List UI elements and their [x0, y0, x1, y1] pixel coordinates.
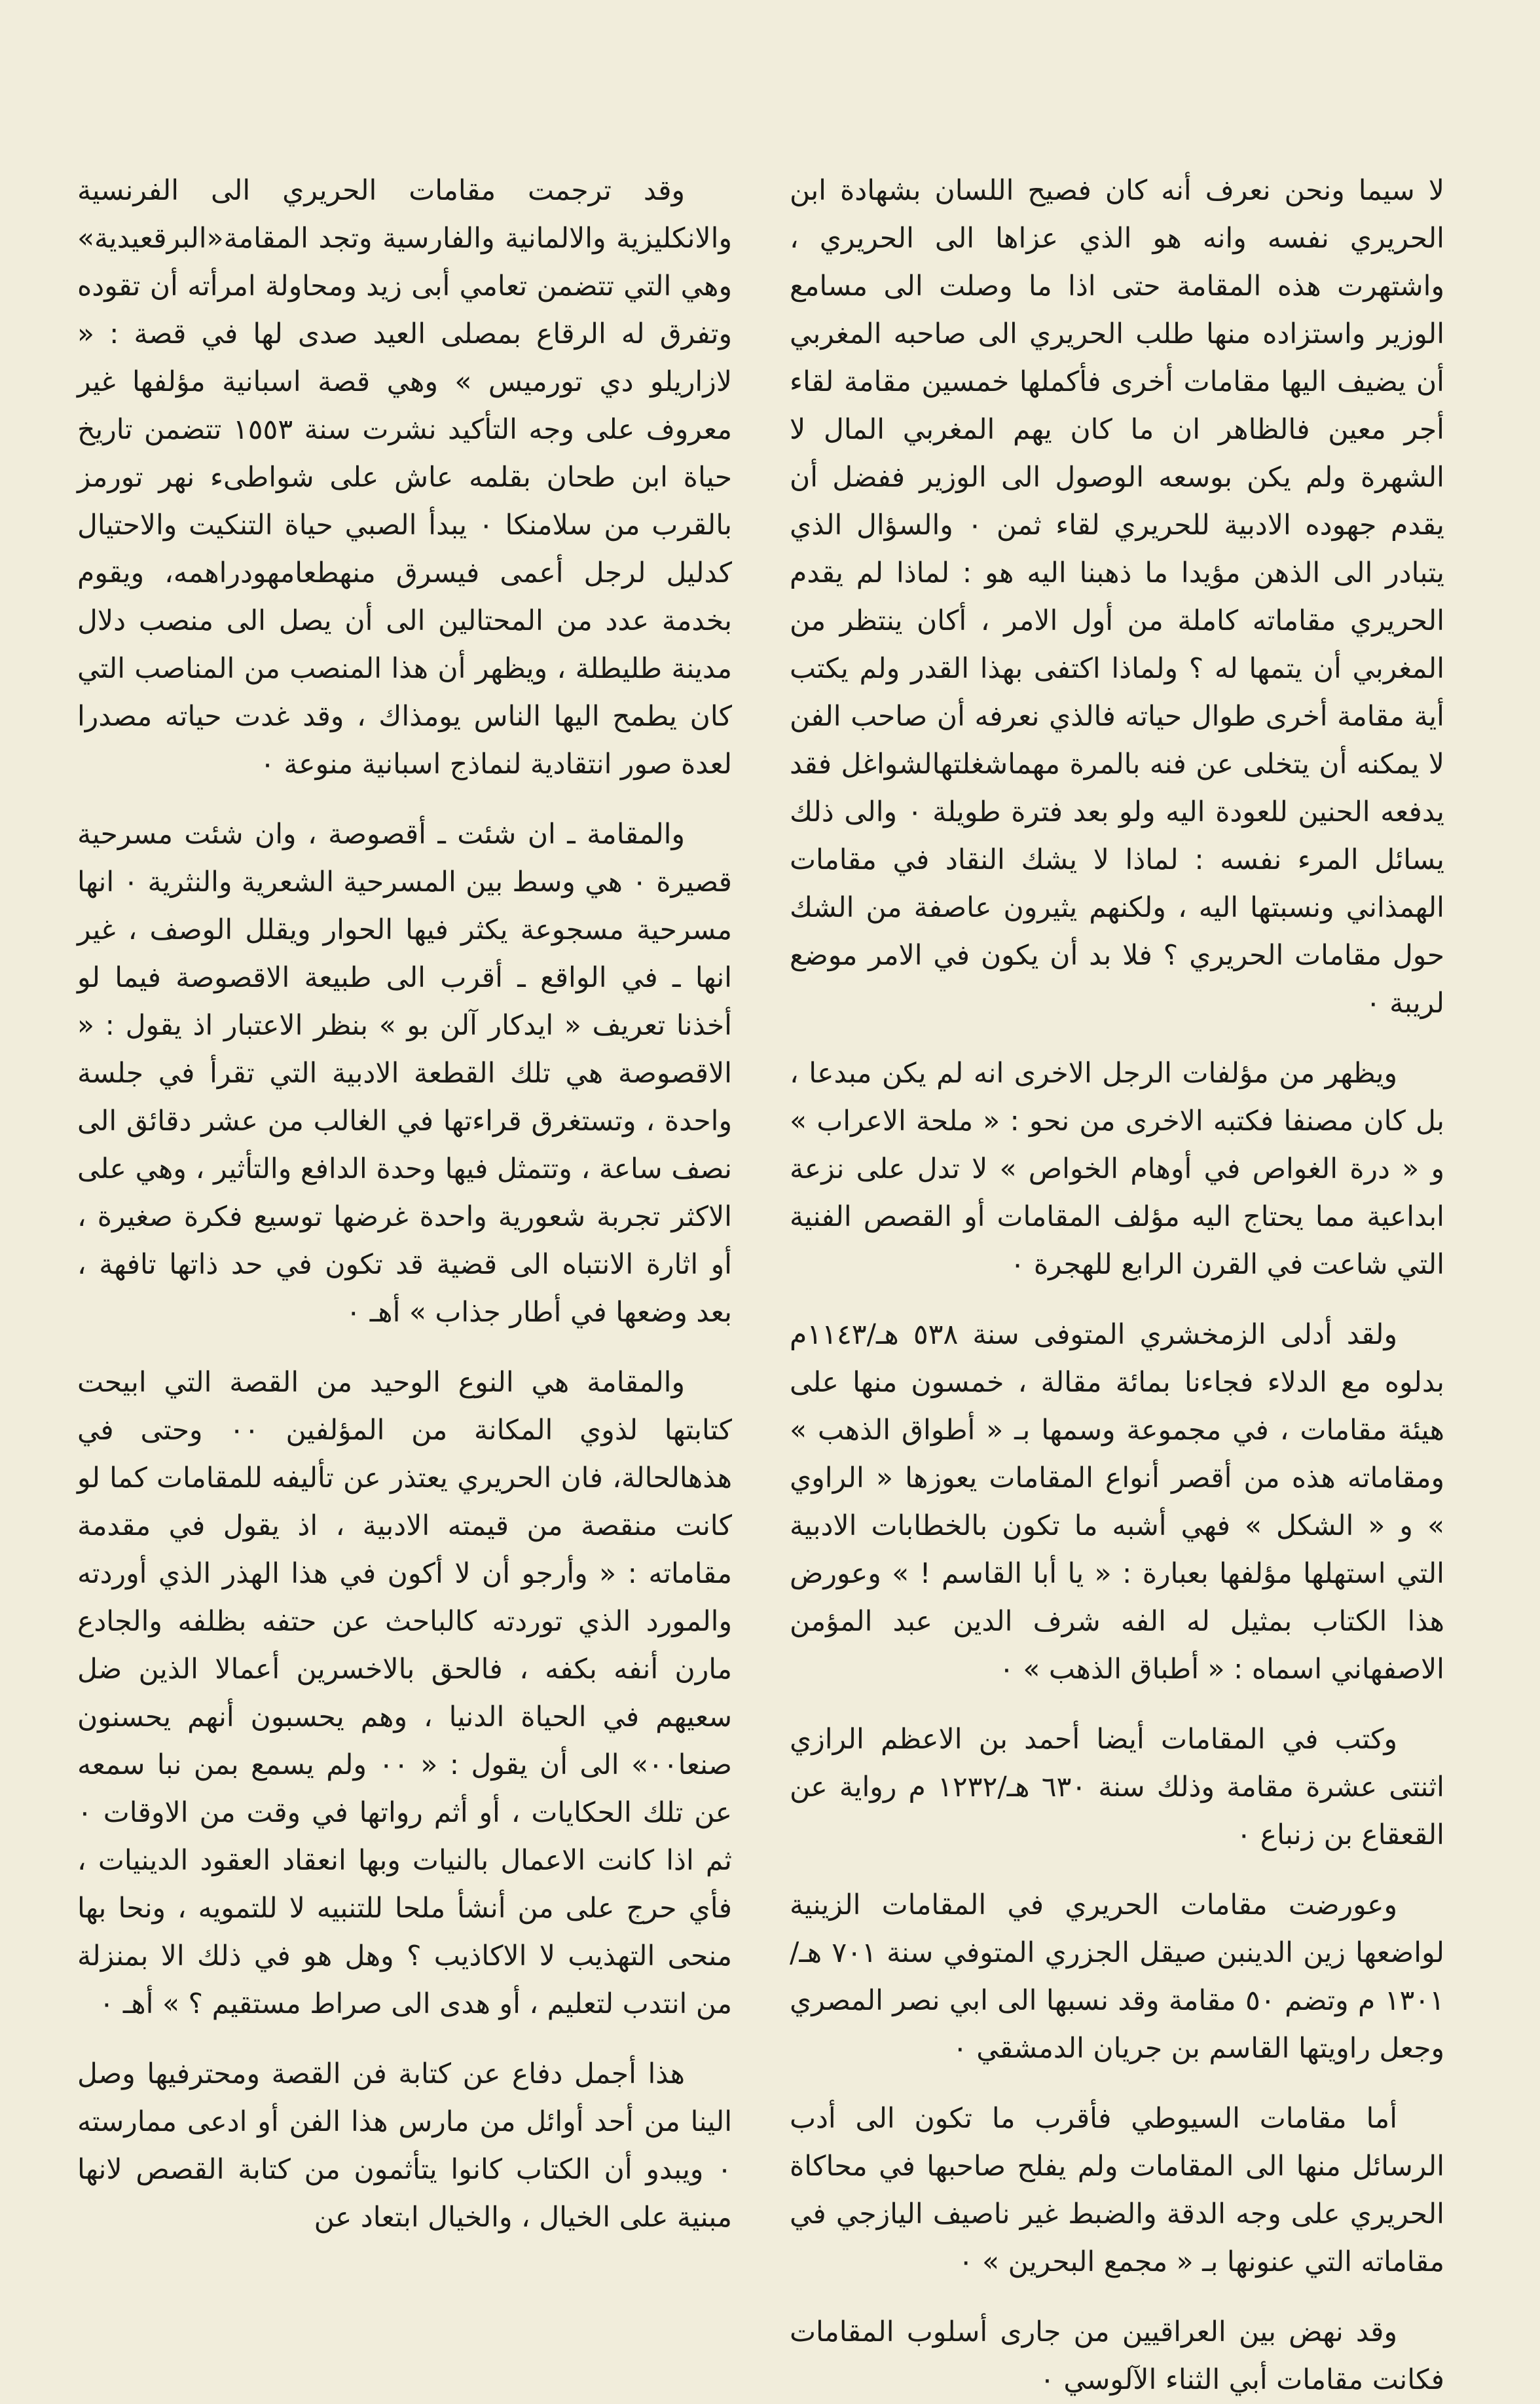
paragraph: ولقد أدلى الزمخشري المتوفى سنة ٥٣٨ هـ/١١٤٣م بدلوه مع الدلاء فجاءنا بمائة مقالة ، خمسون منها على هيئة مقامات ، في مجموعة وسمها بـ « أطواق الذهب » ومقاماته هذه من أقصر أنواع المقامات يعوزها « الراوي » و « الشكل » فهي أشبه ما تكون بالخطابات الادبية التي استهلها مؤلفها بعبارة : « يا أبا القاسم ! » وعورض هذا الكتاب بمثيل له الفه شرف الدين عبد المؤمن الاصفهاني اسماه : « أطباق الذهب » ٠ [790, 1319, 1444, 1686]
paragraph: وقد ترجمت مقامات الحريري الى الفرنسية والانكليزية والالمانية والفارسية وتجد المقامة«البرقعيدية» وهي التي تتضمن تعامي أبى زيد ومحاولة امرأته أن تقوده وتفرق له الرقاع بمصلى العيد صدى لها في قصة : « لازاريلو دي تورميس » وهي قصة اسبانية مؤلفها غير معروف على وجه التأكيد نشرت سنة ١٥٥٣ تتضمن تاريخ حياة ابن طحان بقلمه عاش على شواطىء نهر تورمز بالقرب من سلامنكا ٠ يبدأ الصبي حياة التنكيت والاحتيال كدليل لرجل أعمى فيسرق منهطعامهودراهمه، ويقوم بخدمة عدد من المحتالين الى أن يصل الى منصب دلال مدينة طليطلة ، ويظهر أن هذا المنصب من المناصب التي كان يطمح اليها الناس يومذاك ، وقد غدت حياته مصدرا لعدة صور انتقادية لنماذج اسبانية منوعة ٠ [77, 175, 732, 781]
paragraph: والمقامة ـ ان شئت ـ أقصوصة ، وان شئت مسرحية قصيرة ٠ هي وسط بين المسرحية الشعرية والنثرية ٠ انها مسرحية مسجوعة يكثر فيها الحوار ويقلل الوصف ، غير انها ـ في الواقع ـ أقرب الى طبيعة الاقصوصة فيما لو أخذنا تعريف « ايدكار آلن بو » بنظر الاعتبار اذ يقول : « الاقصوصة هي تلك القطعة الادبية التي تقرأ في جلسة واحدة ، وتستغرق قراءتها في الغالب من عشر دقائق الى نصف ساعة ، وتتمثل فيها وحدة الدافع والتأثير ، وهي على الاكثر تجربة شعورية واحدة غرضها توسيع فكرة صغيرة ، أو اثارة الانتباه الى قضية قد تكون في حد ذاتها تافهة ، بعد وضعها في أطار جذاب » أهـ ٠ [77, 819, 732, 1329]
right-text-column [790, 167, 1444, 2396]
paragraph: وقد نهض بين العراقيين من جارى أسلوب المقامات فكانت مقامات أبي الثناء الآلوسي ٠ [790, 2316, 1444, 2396]
paragraph: لا سيما ونحن نعرف أنه كان فصيح اللسان بشهادة ابن الحريري نفسه وانه هو الذي عزاها الى الحريري ، واشتهرت هذه المقامة حتى اذا ما وصلت الى مسامع الوزير واستزاده منها طلب الحريري الى صاحبه المغربي أن يضيف اليها مقامات أخرى فأكملها خمسين مقامة لقاء أجر معين فالظاهر ان ما كان يهم المغربي المال لا الشهرة ولم يكن بوسعه الوصول الى الوزير ففضل أن يقدم جهوده الادبية للحريري لقاء ثمن ٠ والسؤال الذي يتبادر الى الذهن مؤيدا ما ذهبنا اليه هو : لماذا لم يقدم الحريري مقاماته كاملة من أول الامر ، أكان ينتظر من المغربي أن يتمها له ؟ ولماذا اكتفى بهذا القدر ولم يكتب أية مقامة أخرى طوال حياته فالذي نعرفه أن صاحب الفن لا يمكنه أن يتخلى عن فنه بالمرة مهماشغلتهالشواغل فقد يدفعه الحنين للعودة اليه ولو بعد فترة طويلة ٠ والى ذلك يسائل المرء نفسه : لماذا لا يشك النقاد في مقامات الهمذاني ونسبتها اليه ، ولكنهم يثيرون عاصفة من الشك حول مقامات الحريري ؟ فلا بد أن يكون في الامر موضع لريبة ٠ [790, 175, 1444, 1020]
paragraph: وكتب في المقامات أيضا أحمد بن الاعظم الرازي اثنتى عشرة مقامة وذلك سنة ٦٣٠ هـ/١٢٣٢ م رواية عن القعقاع بن زنباع ٠ [790, 1724, 1444, 1851]
paragraph: وعورضت مقامات الحريري في المقامات الزينية لواضعها زين الدينبن صيقل الجزري المتوفي سنة ٧٠١ هـ/١٣٠١ م وتضم ٥٠ مقامة وقد نسبها الى ابي نصر المصري وجعل راويتها القاسم بن جريان الدمشقي ٠ [790, 1889, 1444, 2065]
paragraph: والمقامة هي النوع الوحيد من القصة التي ابيحت كتابتها لذوي المكانة من المؤلفين ٠٠ وحتى في هذهالحالة، فان الحريري يعتذر عن تأليفه للمقامات كما لو كانت منقصة من قيمته الادبية ، اذ يقول في مقدمة مقاماته : « وأرجو أن لا أكون في هذا الهذر الذي أوردته والمورد الذي توردته كالباحث عن حتفه بظلفه والجادع مارن أنفه بكفه ، فالحق بالاخسرين أعمالا الذين ضل سعيهم في الحياة الدنيا ، وهم يحسبون أنهم يحسنون صنعا٠٠» الى أن يقول : « ٠٠ ولم يسمع بمن نبا سمعه عن تلك الحكايات ، أو أثم رواتها في وقت من الاوقات ٠ ثم اذا كانت الاعمال بالنيات وبها انعقاد العقود الدينيات ، فأي حرج على من أنشأ ملحا للتنبيه لا للتمويه ، ونحا بها منحى التهذيب لا الاكاذيب ؟ وهل هو في ذلك الا بمنزلة من انتدب لتعليم ، أو هدى الى صراط مستقيم ؟ » أهـ ٠ [77, 1367, 733, 2020]
paragraph: هذا أجمل دفاع عن كتابة فن القصة ومحترفيها وصل الينا من أحد أوائل من مارس هذا الفن أو ادعى ممارسته ٠ ويبدو أن الكتاب كانوا يتأثمون من كتابة القصص لانها مبنية على الخيال ، والخيال ابتعاد عن [77, 2058, 732, 2234]
paragraph: أما مقامات السيوطي فأقرب ما تكون الى أدب الرسائل منها الى المقامات ولم يفلح صاحبها في محاكاة الحريري على وجه الدقة والضبط غير ناصيف اليازجي في مقاماته التي عنونها بـ « مجمع البحرين » ٠ [790, 2103, 1444, 2278]
left-text-column [77, 167, 733, 2234]
paragraph: ويظهر من مؤلفات الرجل الاخرى انه لم يكن مبدعا ، بل كان مصنفا فكتبه الاخرى من نحو : « ملحة الاعراب » و « درة الغواص في أوهام الخواص » لا تدل على نزعة ابداعية مما يحتاج اليه مؤلف المقامات أو القصص الفنية التي شاعت في القرن الرابع للهجرة ٠ [790, 1058, 1444, 1281]
